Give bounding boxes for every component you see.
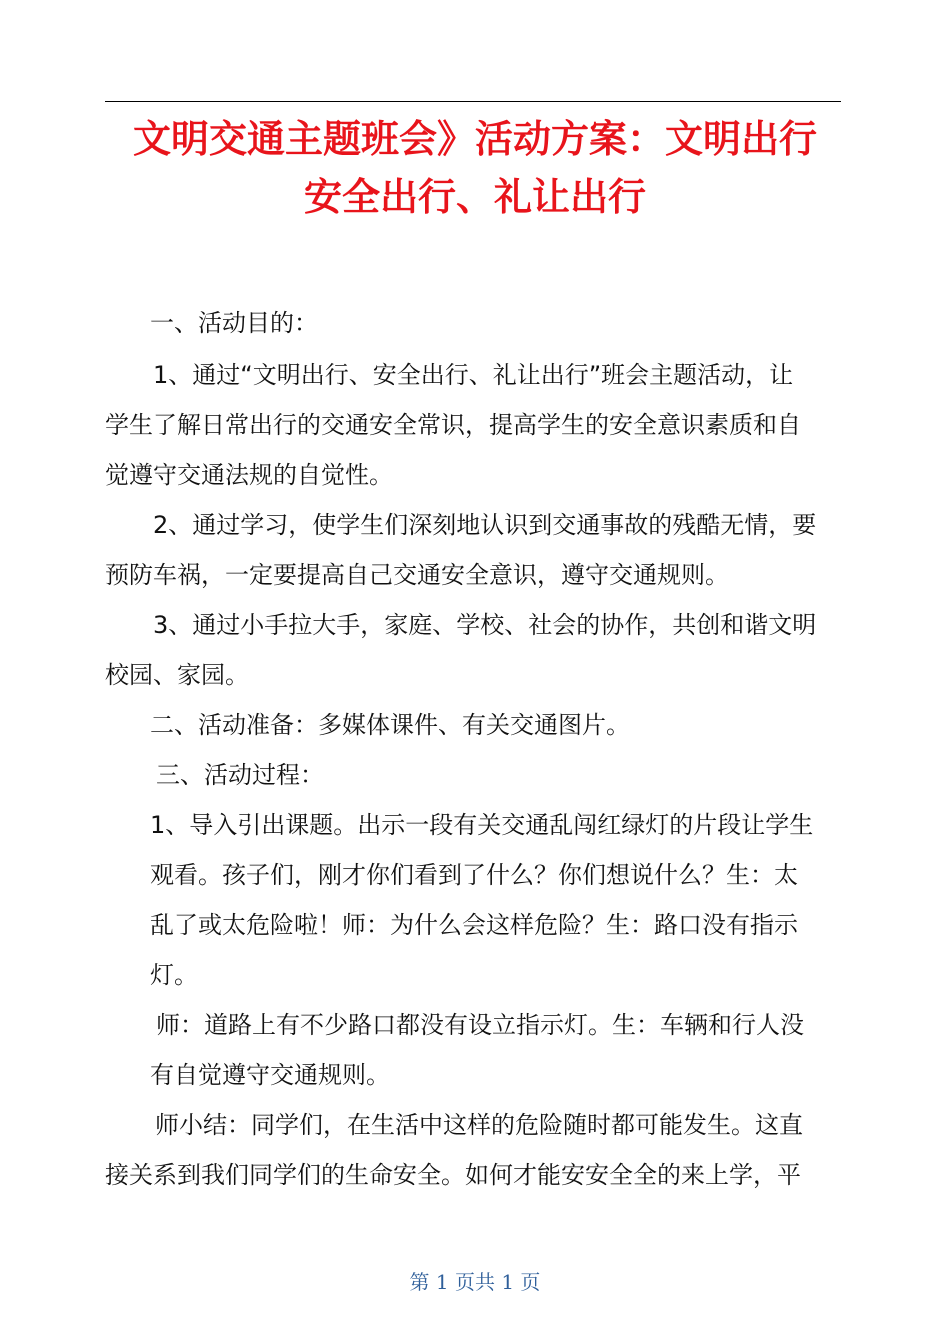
document-title <box>60 110 890 226</box>
paragraph-purpose-1: 1、通过“文明出行、安全出行、礼让出行”班会主题活动，让 学生了解日常出行的交通安全常识，提高学生的安全意识素质和自 觉遵守交通法规的自觉性。 <box>105 361 801 489</box>
paragraph-process-1: 1、导入引出课题。出示一段有关交通乱闯红绿灯的片段让学生 观看。孩子们，刚才你们看到了什么？你们想说什么？生：太 乱了或太危险啦！师：为什么会这样危险？生：路口没有指示 灯。 <box>150 811 814 989</box>
paragraph-purpose-2: 2、通过学习，使学生们深刻地认识到交通事故的残酷无情，要 预防车祸，一定要提高自己交通安全意识，遵守交通规则。 <box>105 511 817 589</box>
paragraph-teacher-remark: 师：道路上有不少路口都没有设立指示灯。生：车辆和行人没 有自觉遵守交通规则。 <box>150 1011 804 1089</box>
page-number-footer: 第 1 页共 1 页 <box>409 1270 541 1294</box>
section-heading-preparation: 二、活动准备：多媒体课件、有关交通图片。 <box>150 711 630 739</box>
paragraph-teacher-summary: 师小结：同学们，在生活中这样的危险随时都可能发生。这直 接关系到我们同学们的生命安全。如何才能安安全全的来上学，平 <box>105 1111 803 1189</box>
title-line-2: 安全出行、礼让出行 <box>303 175 646 219</box>
section-heading-purpose: 一、活动目的： <box>150 309 318 337</box>
title-line-1: 文明交通主题班会》活动方案：文明出行 <box>132 117 817 161</box>
section-heading-process: 三、活动过程： <box>156 761 324 789</box>
paragraph-purpose-3: 3、通过小手拉大手，家庭、学校、社会的协作，共创和谐文明 校园、家园。 <box>105 611 817 689</box>
header-rule <box>105 101 841 102</box>
